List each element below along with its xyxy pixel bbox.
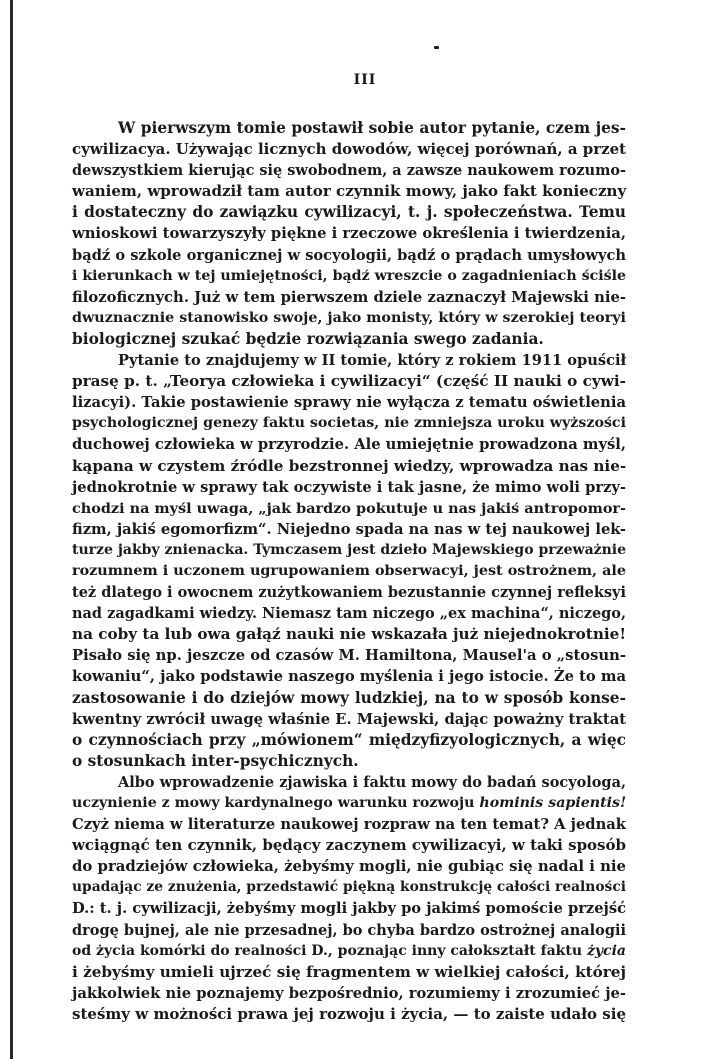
text-line-fragment: uczynienie z mowy kardynalnego warunku rozwoju (72, 795, 475, 811)
body-text (72, 118, 626, 1025)
text-line: zastosowanie i do dziejów mowy ludzkiej, na to w sposób konse- (72, 688, 626, 707)
text-line: prasę p. t. „Teorya człowieka i cywilizacyi“ (część II nauki o cywi- (72, 372, 626, 391)
text-line: kąpana w czystem źródle bezstronnej wiedzy, wprowadza nas nie- (72, 456, 627, 475)
text-line: Albo wprowadzenie zjawiska i faktu mowy do badań socyologa, (118, 773, 626, 791)
text-line-with-latin (72, 793, 626, 814)
text-line: też dlatego i owocnem zużytkowaniem bezustannie czynnej refleksyi (72, 584, 626, 602)
text-line: o czynnościach przy „mówionem“ międzyfizyologicznych, a więc (72, 730, 626, 749)
text-line: nad zagadkami wiedzy. Niemasz tam niczego „ex machina“, niczego, (72, 605, 626, 623)
text-line: filozoficznych. Już w tem pierwszem dziele zaznaczył Majewski nie- (72, 288, 626, 306)
text-line: dewszystkiem kierując się swobodnem, a zawsze naukowem rozumo- (72, 162, 626, 180)
text-line: jakkolwiek nie poznajemy bezpośrednio, rozumiemy i zrozumieć je- (72, 984, 626, 1002)
text-line: o stosunkach inter-psychicznych. (72, 751, 359, 770)
text-line: steśmy w możności prawa jej rozwoju i życia, — to zaiste udało się (72, 1004, 626, 1023)
text-line: i dostateczny do zawiązku cywilizacyi, t. j. społeczeństwa. Temu (72, 203, 626, 222)
text-line: wnioskowi towarzyszyły piękne i rzeczowe określenia i twierdzenia, (72, 225, 626, 243)
text-line: do pradziejów człowieka, żebyśmy mogli, nie gubiąc się nadal i nie (72, 857, 626, 876)
page-number: III (353, 72, 377, 88)
text-line: Czyż niema w literaturze naukowej rozpraw na ten temat? A jednak (72, 816, 626, 834)
text-line: lizacyi). Takie postawienie sprawy nie wyłącza z tematu oświetlenia (72, 394, 626, 412)
text-line: na coby ta lub owa gałąź nauki nie wskazała już niejednokrotnie! (72, 625, 627, 644)
text-line: fizm, jakiś egomorfizm“. Niejedno spada na nas w tej naukowej lek- (72, 520, 626, 538)
text-line: bądź o szkole organicznej w socyologii, bądź o prądach umysłowych (72, 246, 626, 264)
text-line: W pierwszym tomie postawił sobie autor pytanie, czem jes- (118, 119, 626, 137)
text-line: psychologicznej genezy faktu societas, nie zmniejsza uroku wyższości (72, 415, 626, 432)
text-line: biologicznej szukać będzie rozwiązania swego zadania. (72, 329, 544, 348)
text-line: jednokrotnie w sprawy tak oczywiste i tak jasne, że mimo woli przy- (72, 478, 626, 496)
text-line: Pisało się np. jeszcze od czasów M. Hamiltona, Mausel'a o „stosun- (72, 647, 626, 665)
binding-edge (10, 0, 13, 1059)
latin-phrase: hominis sapientis! (479, 795, 627, 811)
text-line: i żebyśmy umieli ujrzeć się fragmentem w wielkiej całości, której (72, 962, 626, 981)
text-line: rozumnem i uczonem ugrupowaniem obserwacyi, jest ostrożnem, ale (72, 562, 626, 579)
text-line: i kierunkach w tej umiejętności, bądź wreszcie o zagadnieniach ściśle (72, 267, 626, 284)
text-line: dwuznacznie stanowisko swoje, jako monisty, który w szerokiej teoryi (72, 309, 626, 326)
text-line: drogę bujnej, ale nie przesadnej, bo chyba bardzo ostrożnej analogii (72, 921, 626, 939)
text-line: upadając ze znużenia, przedstawić piękną konstrukcję całości realności (72, 879, 626, 896)
text-line: turze jakby znienacka. Tymczasem jest dzieło Majewskiego przeważnie (72, 541, 626, 558)
text-line: chodzi na myśl uwaga, „jak bardzo pokutuje u nas jakiś antropomor- (72, 499, 626, 517)
text-line: duchowej człowieka w przyrodzie. Ale umiejętnie prowadzona myśl, (72, 436, 626, 454)
text-line: kwentny zwrócił uwagę właśnie E. Majewski, dając poważny traktat (72, 710, 627, 728)
text-line: wciągnąć ten czynnik, będący zaczynem cywilizacyi, w taki sposób (72, 836, 626, 855)
text-line: D.: t. j. cywilizacji, żebyśmy mogli jakby po jakimś pomoście przejść (72, 900, 626, 918)
italic-word: życia (586, 942, 626, 959)
text-line: waniem, wprowadził tam autor czynnik mowy, jako fakt konieczny (72, 182, 627, 201)
text-line: Pytanie to znajdujemy w II tomie, który z rokiem 1911 opuścił (118, 352, 627, 370)
text-line: kowaniu“, jako podstawie naszego myślenia i jego istocie. Że to ma (72, 668, 627, 686)
text-line: cywilizacya. Używając licznych dowodów, więcej porównań, a przet (72, 140, 626, 159)
text-line-with-italic (72, 941, 626, 962)
text-line-fragment: od życia komórki do realności D., poznając inny całokształt faktu (72, 942, 583, 959)
print-speck (434, 46, 439, 49)
